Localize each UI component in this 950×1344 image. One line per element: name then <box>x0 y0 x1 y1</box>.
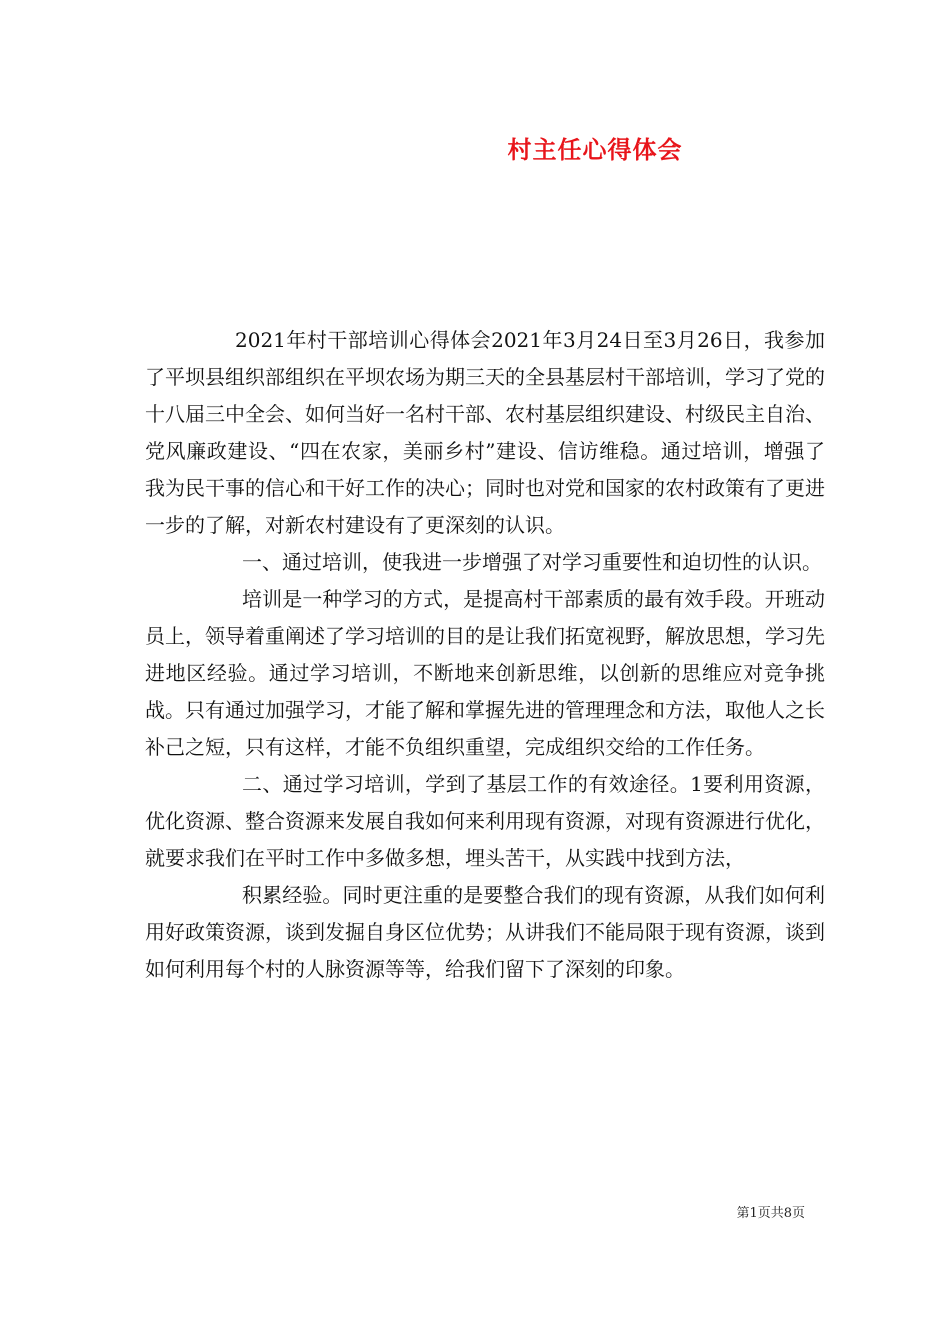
paragraph-heading-one: 一、通过培训，使我进一步增强了对学习重要性和迫切性的认识。 <box>242 550 822 574</box>
document-title: 村主任心得体会 <box>507 135 683 164</box>
paragraph-training-method: 培训是一种学习的方式，是提高村干部素质的最有效手段。开班动员上，领导着重阐述了学习培训的目的是让我们拓宽视野，解放思想，学习先进地区经验。通过学习培训，不断地来创新思维，以创新的思维应对竞争挑战。只有通过加强学习，才能了解和掌握先进的管理理念和方法，取他人之长补己之短，只有这样，才能不负组织重望，完成组织交给的工作任务。 <box>145 587 825 759</box>
page-number-footer: 第1页共8页 <box>736 1206 805 1221</box>
paragraph-intro: 2021年村干部培训心得体会2021年3月24日至3月26日，我参加了平坝县组织部组织在平坝农场为期三天的全县基层村干部培训，学习了党的十八届三中全会、如何当好一名村干部、农村基层组织建设、村级民主自治、党风廉政建设、“四在农家，美丽乡村”建设、信访维稳。通过培训，增强了我为民干事的信心和干好工作的决心；同时也对党和国家的农村政策有了更进一步的了解，对新农村建设有了更深刻的认识。 <box>145 328 825 537</box>
paragraph-heading-two: 二、通过学习培训，学到了基层工作的有效途径。1要利用资源，优化资源、整合资源来发展自我如何来利用现有资源，对现有资源进行优化，就要求我们在平时工作中多做多想，埋头苦干，从实践中找到方法， <box>145 772 825 870</box>
paragraph-experience: 积累经验。同时更注重的是要整合我们的现有资源，从我们如何利用好政策资源，谈到发掘自身区位优势；从讲我们不能局限于现有资源，谈到如何利用每个村的人脉资源等等，给我们留下了深刻的印象。 <box>145 883 825 981</box>
document-body <box>145 322 825 988</box>
